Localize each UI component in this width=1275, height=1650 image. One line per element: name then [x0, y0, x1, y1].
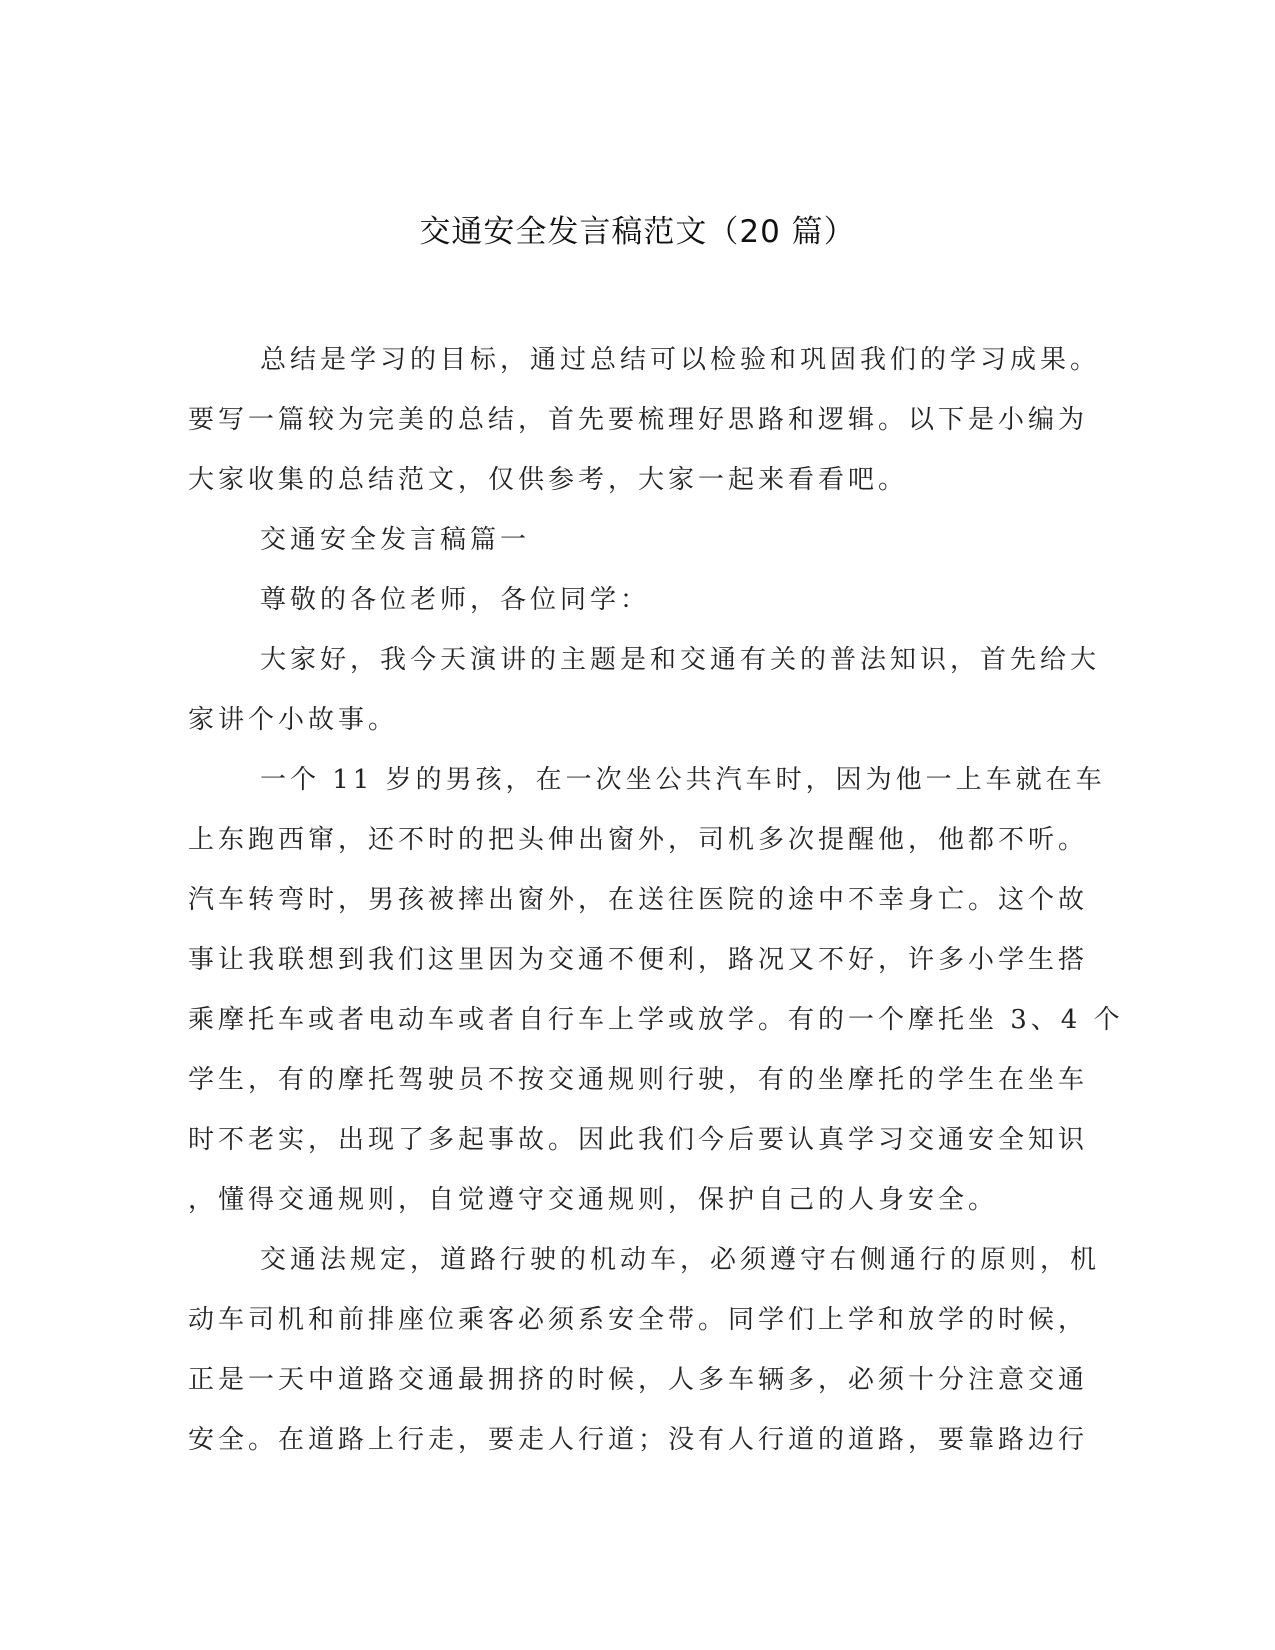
text-line: 交通法规定，道路行驶的机动车，必须遵守右侧通行的原则，机	[260, 1245, 1101, 1275]
text-line: ，懂得交通规则，自觉遵守交通规则，保护自己的人身安全。	[188, 1185, 999, 1215]
text-line: 汽车转弯时，男孩被摔出窗外，在送往医院的途中不幸身亡。这个故	[188, 885, 1089, 915]
text-line: 交通安全发言稿篇一	[260, 525, 531, 555]
text-line: 总结是学习的目标，通过总结可以检验和巩固我们的学习成果。	[260, 345, 1101, 375]
text-line: 时不老实，出现了多起事故。因此我们今后要认真学习交通安全知识	[188, 1125, 1089, 1155]
text-line: 正是一天中道路交通最拥挤的时候，人多车辆多，必须十分注意交通	[188, 1365, 1089, 1395]
text-line: 家讲个小故事。	[188, 705, 399, 735]
document-body	[188, 330, 1124, 1470]
text-line: 要写一篇较为完美的总结，首先要梳理好思路和逻辑。以下是小编为	[188, 405, 1089, 435]
text-line: 学生，有的摩托驾驶员不按交通规则行驶，有的坐摩托的学生在坐车	[188, 1065, 1089, 1095]
text-line: 安全。在道路上行走，要走人行道；没有人行道的道路，要靠路边行	[188, 1425, 1089, 1455]
text-line: 上东跑西窜，还不时的把头伸出窗外，司机多次提醒他，他都不听。	[188, 825, 1089, 855]
document-title: 交通安全发言稿范文（20 篇）	[419, 214, 856, 250]
text-line: 大家好，我今天演讲的主题是和交通有关的普法知识，首先给大	[260, 645, 1101, 675]
text-line: 动车司机和前排座位乘客必须系安全带。同学们上学和放学的时候，	[188, 1305, 1089, 1335]
text-line: 大家收集的总结范文，仅供参考，大家一起来看看吧。	[188, 465, 909, 495]
text-line: 事让我联想到我们这里因为交通不便利，路况又不好，许多小学生搭	[188, 945, 1089, 975]
text-line: 尊敬的各位老师，各位同学：	[260, 585, 651, 615]
text-line: 一个 11 岁的男孩，在一次坐公共汽车时，因为他一上车就在车	[260, 765, 1106, 795]
text-line: 乘摩托车或者电动车或者自行车上学或放学。有的一个摩托坐 3、4 个	[188, 1005, 1124, 1035]
